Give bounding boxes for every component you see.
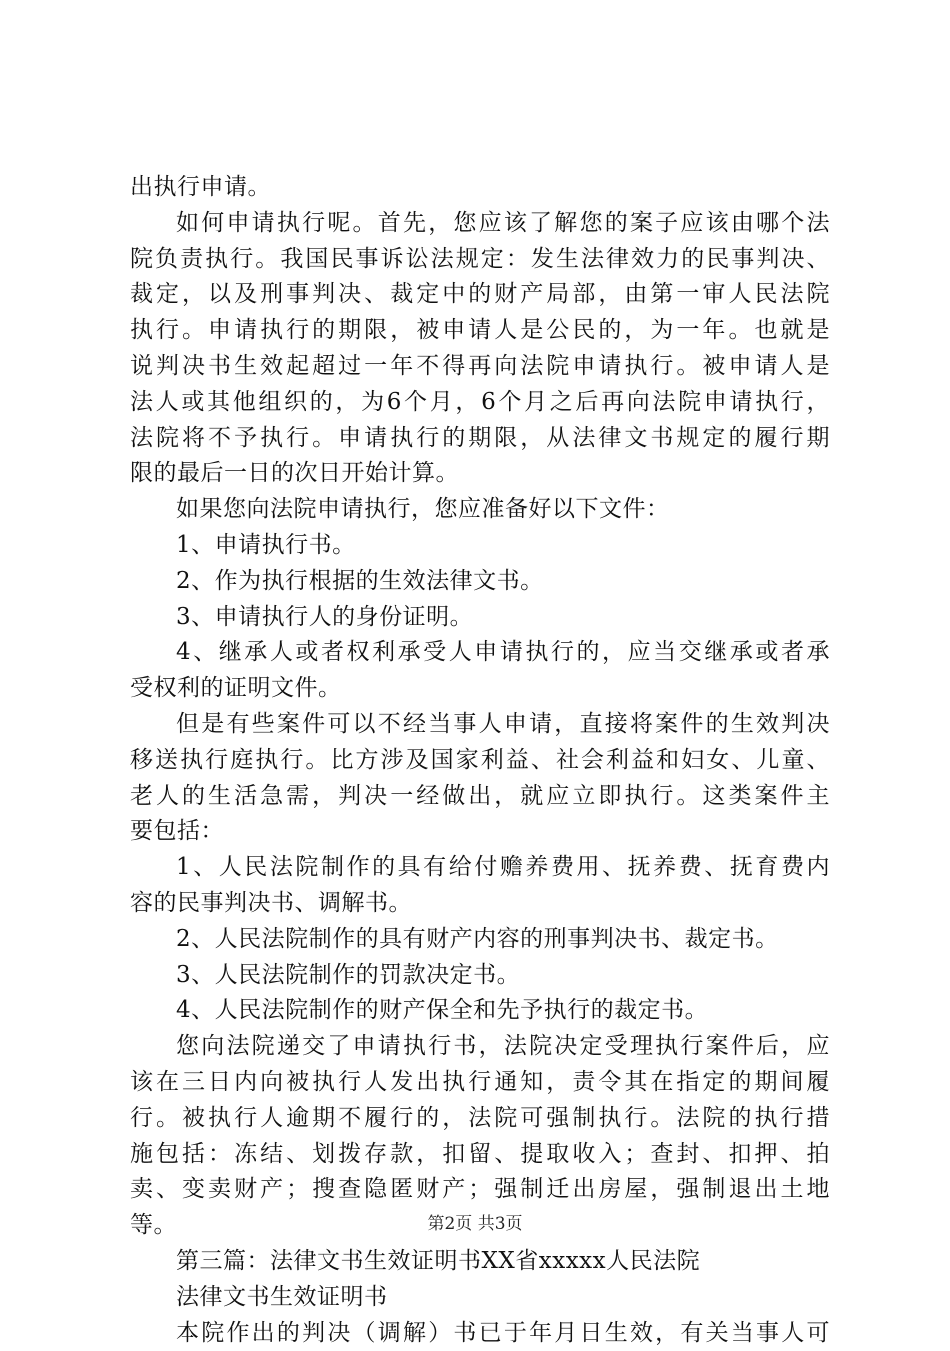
text-line: 说判决书生效起超过一年不得再向法院申请执行。被申请人是 (130, 349, 830, 385)
text-line: 如果您向法院申请执行，您应准备好以下文件： (130, 492, 830, 528)
text-line: 要包括： (130, 814, 830, 850)
text-line: 执行。申请执行的期限，被申请人是公民的，为一年。也就是 (130, 313, 830, 349)
list-item: 1、人民法院制作的具有给付赡养费用、抚养费、抚育费内 (130, 850, 830, 886)
list-item: 1、申请执行书。 (130, 528, 830, 564)
list-item: 3、申请执行人的身份证明。 (130, 600, 830, 636)
text-line: 院负责执行。我国民事诉讼法规定：发生法律效力的民事判决、 (130, 242, 830, 278)
text-line: 但是有些案件可以不经当事人申请，直接将案件的生效判决 (130, 707, 830, 743)
text-line: 您向法院递交了申请执行书，法院决定受理执行案件后，应 (130, 1029, 830, 1065)
text-line: 行。被执行人逾期不履行的，法院可强制执行。法院的执行措 (130, 1101, 830, 1137)
text-line: 容的民事判决书、调解书。 (130, 886, 830, 922)
text-line: 等。 (130, 1208, 830, 1244)
list-item: 2、作为执行根据的生效法律文书。 (130, 564, 830, 600)
text-line: 该在三日内向被执行人发出执行通知，责令其在指定的期间履 (130, 1065, 830, 1101)
text-line: 卖、变卖财产；搜查隐匿财产；强制迁出房屋，强制退出土地 (130, 1172, 830, 1208)
text-line: 出执行申请。 (130, 170, 830, 206)
document-title: 法律文书生效证明书 (130, 1280, 830, 1316)
text-line: 如何申请执行呢。首先，您应该了解您的案子应该由哪个法 (130, 206, 830, 242)
text-line: 本院作出的判决（调解）书已于年月日生效，有关当事人可 (130, 1316, 830, 1351)
page-footer: 第2页 共3页 (0, 1212, 950, 1236)
list-item: 4、继承人或者权利承受人申请执行的，应当交继承或者承 (130, 635, 830, 671)
text-line: 法院将不予执行。申请执行的期限，从法律文书规定的履行期 (130, 421, 830, 457)
text-line: 法人或其他组织的，为6个月，6个月之后再向法院申请执行， (130, 385, 830, 421)
text-line: 裁定，以及刑事判决、裁定中的财产局部，由第一审人民法院 (130, 277, 830, 313)
list-item: 3、人民法院制作的罚款决定书。 (130, 958, 830, 994)
document-body (130, 170, 830, 1351)
text-line: 施包括：冻结、划拨存款，扣留、提取收入；查封、扣押、拍 (130, 1137, 830, 1173)
section-heading: 第三篇：法律文书生效证明书XX省xxxxx人民法院 (130, 1244, 830, 1280)
list-item: 4、人民法院制作的财产保全和先予执行的裁定书。 (130, 993, 830, 1029)
text-line: 受权利的证明文件。 (130, 671, 830, 707)
text-line: 限的最后一日的次日开始计算。 (130, 456, 830, 492)
text-line: 老人的生活急需，判决一经做出，就应立即执行。这类案件主 (130, 779, 830, 815)
text-line: 移送执行庭执行。比方涉及国家利益、社会利益和妇女、儿童、 (130, 743, 830, 779)
list-item: 2、人民法院制作的具有财产内容的刑事判决书、裁定书。 (130, 922, 830, 958)
